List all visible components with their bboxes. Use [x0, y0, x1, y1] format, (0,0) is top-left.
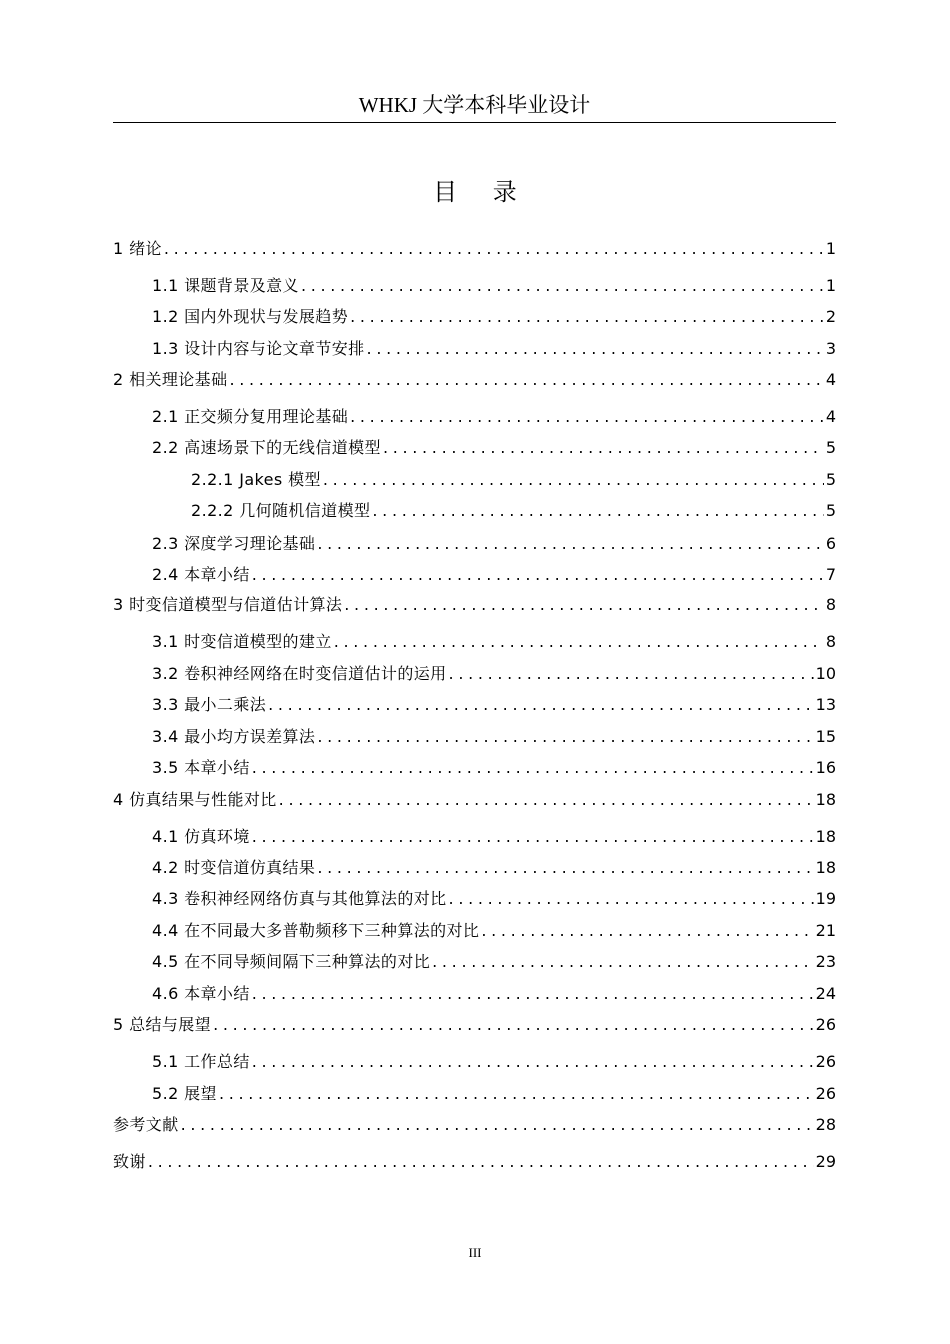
toc-entry-label: 1 绪论 [113, 239, 162, 258]
toc-entry-label: 2 相关理论基础 [113, 370, 228, 389]
toc-entry-page: 18 [815, 790, 836, 809]
toc-entry-label: 3.1 时变信道模型的建立 [152, 632, 332, 651]
running-header: WHKJ 大学本科毕业设计 [358, 93, 591, 117]
toc-entry-page: 8 [825, 632, 836, 651]
toc-entry[interactable] [152, 916, 836, 942]
toc-entry[interactable] [152, 529, 836, 555]
toc-dot-leader [447, 888, 814, 910]
toc-entry[interactable] [152, 753, 836, 779]
toc-entry-label: 3.4 最小均方误差算法 [152, 727, 316, 746]
toc-entry-label: 3.3 最小二乘法 [152, 695, 267, 714]
toc-entry[interactable] [152, 402, 836, 428]
toc-entry[interactable] [152, 979, 836, 1005]
toc-entry-label: 1.2 国内外现状与发展趋势 [152, 307, 349, 326]
toc-dot-leader [179, 1114, 814, 1136]
toc-entry[interactable] [152, 853, 836, 879]
toc-dot-leader [447, 663, 814, 685]
toc-entry[interactable] [191, 496, 836, 522]
toc-entry[interactable] [152, 433, 836, 459]
toc-dot-leader [381, 437, 824, 459]
toc-entry[interactable] [152, 1047, 836, 1073]
toc-entry-page: 6 [825, 534, 836, 553]
toc-dot-leader [348, 406, 824, 428]
toc-entry-label: 2.3 深度学习理论基础 [152, 534, 316, 553]
toc-dot-leader [479, 920, 813, 942]
toc-entry-page: 5 [825, 470, 836, 489]
toc-dot-leader [146, 1151, 814, 1173]
toc-entry-label: 2.2 高速场景下的无线信道模型 [152, 438, 381, 457]
toc-entry-label: 5.2 展望 [152, 1084, 217, 1103]
toc-dot-leader [299, 275, 824, 297]
toc-entry-label: 2.2.1 Jakes 模型 [191, 470, 321, 489]
toc-entry-page: 8 [825, 595, 836, 614]
page-number: III [468, 1245, 482, 1260]
toc-dot-leader [162, 238, 824, 260]
toc-entry-page: 24 [815, 984, 836, 1003]
toc-entry-page: 13 [815, 695, 836, 714]
toc-entry[interactable] [113, 590, 836, 616]
toc-dot-leader [266, 694, 814, 716]
toc-entry[interactable] [113, 234, 836, 260]
toc-entry[interactable] [113, 365, 836, 391]
toc-entry-label: 致谢 [113, 1152, 146, 1171]
toc-dot-leader [217, 1083, 814, 1105]
toc-entry[interactable] [152, 884, 836, 910]
toc-entry[interactable] [152, 560, 836, 586]
toc-entry-label: 2.1 正交频分复用理论基础 [152, 407, 349, 426]
toc-entry-label: 3.5 本章小结 [152, 758, 250, 777]
toc-entry-label: 3 时变信道模型与信道估计算法 [113, 595, 343, 614]
toc-entry-page: 21 [815, 921, 836, 940]
toc-entry-page: 26 [815, 1052, 836, 1071]
toc-entry-page: 23 [815, 952, 836, 971]
toc-dot-leader [250, 757, 814, 779]
toc-entry-label: 4 仿真结果与性能对比 [113, 790, 277, 809]
toc-entry[interactable] [113, 1147, 836, 1173]
toc-entry-label: 2.2.2 几何随机信道模型 [191, 501, 371, 520]
toc-dot-leader [315, 533, 823, 555]
toc-dot-leader [315, 726, 813, 748]
toc-entry-page: 2 [825, 307, 836, 326]
toc-entry-page: 7 [825, 565, 836, 584]
toc-dot-leader [250, 1051, 814, 1073]
toc-dot-leader [250, 564, 824, 586]
toc-entry-page: 3 [825, 339, 836, 358]
toc-entry-label: 4.5 在不同导频间隔下三种算法的对比 [152, 952, 431, 971]
toc-entry-page: 26 [815, 1084, 836, 1103]
toc-entry[interactable] [152, 659, 836, 685]
toc-entry-page: 18 [815, 827, 836, 846]
toc-entry-label: 3.2 卷积神经网络在时变信道估计的运用 [152, 664, 447, 683]
toc-dot-leader [315, 857, 813, 879]
toc-dot-leader [321, 469, 824, 491]
toc-entry-page: 16 [815, 758, 836, 777]
toc-entry-page: 26 [815, 1015, 836, 1034]
toc-entry[interactable] [191, 465, 836, 491]
toc-entry-page: 10 [815, 664, 836, 683]
toc-dot-leader [227, 369, 823, 391]
toc-entry-page: 15 [815, 727, 836, 746]
toc-entry-label: 1.1 课题背景及意义 [152, 276, 299, 295]
toc-dot-leader [430, 951, 814, 973]
toc-entry-label: 2.4 本章小结 [152, 565, 250, 584]
toc-dot-leader [250, 983, 814, 1005]
toc-entry-label: 5.1 工作总结 [152, 1052, 250, 1071]
toc-entry-label: 4.1 仿真环境 [152, 827, 250, 846]
toc-entry[interactable] [113, 1010, 836, 1036]
toc-entry-page: 1 [825, 276, 836, 295]
toc-entry[interactable] [152, 627, 836, 653]
toc-entry-page: 5 [825, 501, 836, 520]
toc-entry-page: 4 [825, 407, 836, 426]
toc-entry-page: 28 [815, 1115, 836, 1134]
toc-entry-page: 5 [825, 438, 836, 457]
toc-entry-label: 4.4 在不同最大多普勒频移下三种算法的对比 [152, 921, 480, 940]
toc-entry-label: 4.3 卷积神经网络仿真与其他算法的对比 [152, 889, 447, 908]
toc-entry-page: 4 [825, 370, 836, 389]
toc-dot-leader [370, 500, 823, 522]
toc-entry[interactable] [113, 785, 836, 811]
toc-entry[interactable] [152, 822, 836, 848]
toc-entry[interactable] [152, 302, 836, 328]
toc-dot-leader [332, 631, 824, 653]
toc-dot-leader [277, 789, 814, 811]
toc-entry[interactable] [152, 1079, 836, 1105]
toc-entry-page: 29 [815, 1152, 836, 1171]
toc-entry-page: 19 [815, 889, 836, 908]
toc-entry-label: 参考文献 [113, 1115, 179, 1134]
toc-dot-leader [342, 594, 824, 616]
toc-entry-label: 4.2 时变信道仿真结果 [152, 858, 316, 877]
toc-entry[interactable] [152, 271, 836, 297]
toc-entry[interactable] [113, 1110, 836, 1136]
toc-dot-leader [211, 1014, 814, 1036]
toc-entry-label: 4.6 本章小结 [152, 984, 250, 1003]
toc-entry[interactable] [152, 690, 836, 716]
toc-entry[interactable] [152, 334, 836, 360]
toc-entry[interactable] [152, 947, 836, 973]
toc-entry[interactable] [152, 722, 836, 748]
toc-entry-label: 5 总结与展望 [113, 1015, 212, 1034]
toc-title: 目 录 [433, 178, 531, 206]
toc-dot-leader [365, 338, 824, 360]
toc-dot-leader [348, 306, 824, 328]
toc-entry-label: 1.3 设计内容与论文章节安排 [152, 339, 365, 358]
toc-entry-page: 1 [825, 239, 836, 258]
toc-entry-page: 18 [815, 858, 836, 877]
toc-dot-leader [250, 826, 814, 848]
